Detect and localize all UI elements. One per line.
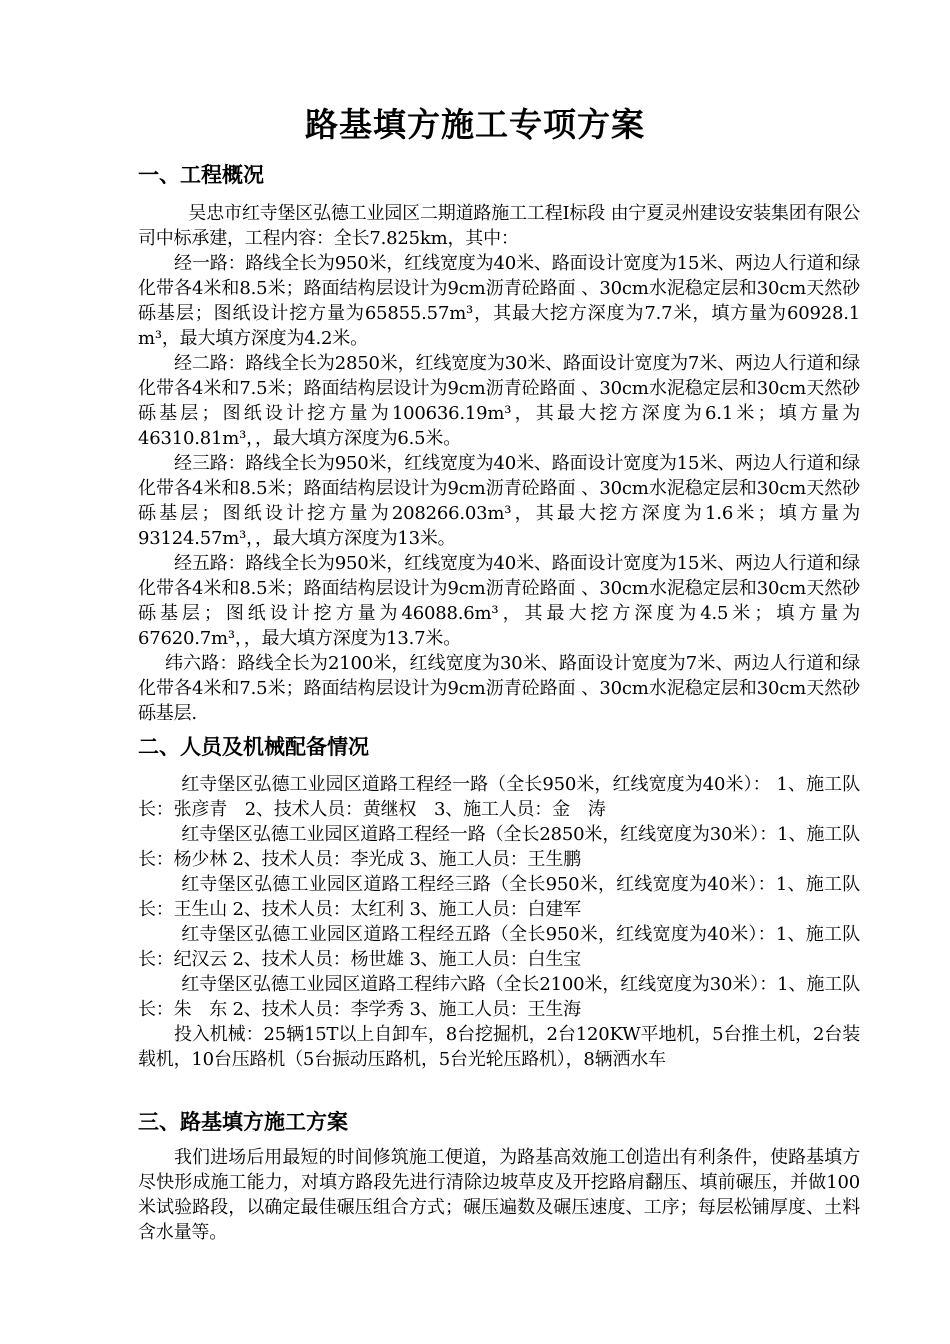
staff-paragraph: 红寺堡区弘德工业园区道路工程经五路（全长950米，红线宽度为40米）：1、施工队长：纪汉云 2、技术人员：杨世雄 3、施工人员：白生宝 — [138, 924, 860, 970]
staff-paragraph: 红寺堡区弘德工业园区道路工程经一路（全长950米，红线宽度为40米）： 1、施工队长：张彦青 2、技术人员：黄继权 3、施工人员：金 涛 — [138, 774, 860, 820]
section-heading-fill-plan: 三、路基填方施工方案 — [138, 1110, 348, 1134]
section-heading-overview: 一、工程概况 — [138, 163, 264, 187]
road-paragraph: 纬六路：路线全长为2100米，红线宽度为30米、路面设计宽度为7米、两边人行道和绿化带各4米和7.5米；路面结构层设计为9cm沥青砼路面 、30cm水泥稳定层和30cm天然砂砾基层. — [138, 653, 860, 724]
fill-plan-paragraph: 我们进场后用最短的时间修筑施工便道，为路基高效施工创造出有利条件，使路基填方尽快形成施工能力，对填方路段先进行清除边坡草皮及开挖路肩翻压、填前碾压，并做100米试验路段，以确定最佳碾压组合方式；碾压遍数及碾压速度、工序；每层松铺厚度、土料含水量等。 — [138, 1147, 860, 1243]
section-body-overview — [138, 201, 860, 726]
road-paragraph: 经三路：路线全长为950米，红线宽度为40米、路面设计宽度为15米、两边人行道和绿化带各4米和8.5米；路面结构层设计为9cm沥青砼路面 、30cm水泥稳定层和30cm天然砂砾基层；图纸设计挖方量为208266.03m³，其最大挖方深度为1.6米；填方量为93124.57m³，，最大填方深度为13米。 — [138, 453, 860, 549]
machinery-paragraph: 投入机械：25辆15T以上自卸车，8台挖掘机，2台120KW平地机，5台推土机，2台装载机，10台压路机（5台振动压路机，5台光轮压路机），8辆洒水车 — [138, 1024, 860, 1070]
section-heading-staffing: 二、人员及机械配备情况 — [138, 735, 369, 759]
road-paragraph: 经二路：路线全长为2850米，红线宽度为30米、路面设计宽度为7米、两边人行道和绿化带各4米和7.5米；路面结构层设计为9cm沥青砼路面 、30cm水泥稳定层和30cm天然砂砾基层；图纸设计挖方量为100636.19m³，其最大挖方深度为6.1米；填方量为46310.81m³，，最大填方深度为6.5米。 — [138, 353, 860, 449]
road-paragraph: 经五路：路线全长为950米，红线宽度为40米、路面设计宽度为15米、两边人行道和绿化带各4米和8.5米；路面结构层设计为9cm沥青砼路面 、30cm水泥稳定层和30cm天然砂砾基层；图纸设计挖方量为46088.6m³，其最大挖方深度为4.5米；填方量为67620.7m³，，最大填方深度为13.7米。 — [138, 553, 860, 649]
section-body-fill-plan — [138, 1145, 860, 1245]
overview-intro: 吴忠市红寺堡区弘德工业园区二期道路施工工程Ⅰ标段 由宁夏灵州建设安装集团有限公司中标承建，工程内容：全长7.825km，其中： — [138, 203, 860, 249]
document-title: 路基填方施工专项方案 — [305, 105, 645, 144]
road-paragraph: 经一路：路线全长为950米，红线宽度为40米、路面设计宽度为15米、两边人行道和绿化带各4米和8.5米；路面结构层设计为9cm沥青砼路面 、30cm水泥稳定层和30cm天然砂砾基层；图纸设计挖方量为65855.57m³，其最大挖方深度为7.7米，填方量为60928.1 m³，最大填方深度为4.2米。 — [138, 253, 860, 349]
staff-paragraph: 红寺堡区弘德工业园区道路工程纬六路（全长2100米，红线宽度为30米）：1、施工队长：朱 东 2、技术人员：李学秀 3、施工人员：王生海 — [138, 974, 860, 1020]
staff-paragraph: 红寺堡区弘德工业园区道路工程经一路（全长2850米，红线宽度为30米）：1、施工队长：杨少林 2、技术人员：李光成 3、施工人员：王生鹏 — [138, 824, 860, 870]
staff-paragraph: 红寺堡区弘德工业园区道路工程经三路（全长950米，红线宽度为40米）：1、施工队长：王生山 2、技术人员：太红利 3、施工人员：白建军 — [138, 874, 860, 920]
section-body-staffing — [138, 772, 860, 1072]
